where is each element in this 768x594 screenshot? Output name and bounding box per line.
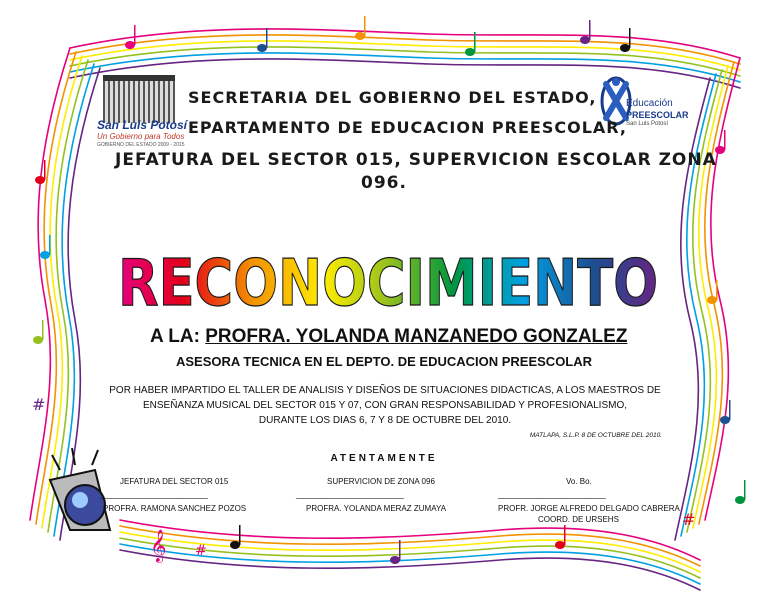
header-line-2: EPARTAMENTO DE EDUCACION PREESCOLAR, bbox=[188, 118, 627, 137]
left-staff bbox=[30, 48, 100, 540]
place-date: MATLAPA, S.L.P. 8 DE OCTUBRE DEL 2010. bbox=[529, 432, 662, 439]
logo-left-subtitle: Un Gobierno para Todos bbox=[97, 132, 185, 141]
signature-3-extra: COORD. DE URSEHS bbox=[538, 515, 619, 524]
signature-3-title: Vo. Bo. bbox=[566, 477, 592, 486]
header-line-1: SECRETARIA DEL GOBIERNO DEL ESTADO, bbox=[188, 88, 597, 107]
recipient-role: ASESORA TECNICA EN EL DEPTO. DE EDUCACION PREESCOLAR bbox=[175, 354, 593, 369]
san-luis-potosi-logo bbox=[97, 75, 188, 150]
logo-left-small: GOBIERNO DEL ESTADO 2009 - 2015 bbox=[97, 142, 185, 148]
bottom-staff bbox=[120, 520, 700, 590]
svg-text:#: # bbox=[682, 510, 696, 529]
signature-1-name: PROFRA. RAMONA SANCHEZ POZOS bbox=[103, 504, 247, 513]
logo-right-line3: San Luis Potosí bbox=[626, 121, 669, 127]
government-building-icon bbox=[103, 75, 175, 123]
header-line-3: JEFATURA DEL SECTOR 015, SUPERVICION ESCOLAR ZONA bbox=[115, 150, 717, 170]
closing-atentamente: ATENTAMENTE bbox=[330, 453, 438, 464]
logo-right-line2: PREESCOLAR bbox=[626, 110, 689, 120]
body-line-2: ENSEÑANZA MUSICAL DEL SECTOR 015 Y 07, CON GRAN RESPONSABILIDAD Y PROFESIONALISMO, bbox=[142, 400, 628, 411]
signature-2-title: SUPERVICION DE ZONA 096 bbox=[327, 477, 435, 486]
title-graphic: RECONOCIMIENTO bbox=[118, 247, 658, 321]
body-line-3: DURANTE LOS DIAS 6, 7 Y 8 DE OCTUBRE DEL 2010. bbox=[258, 415, 512, 426]
body-line-1: POR HABER IMPARTIDO EL TALLER DE ANALISIS Y DISEÑOS DE SITUACIONES DIDACTICAS, A LOS MAESTROS DE bbox=[109, 385, 661, 396]
signature-3-name: PROFR. JORGE ALFREDO DELGADO CABRERA bbox=[498, 504, 680, 513]
recipient-prefix: A LA: bbox=[150, 326, 200, 347]
svg-text:𝄞: 𝄞 bbox=[150, 529, 167, 562]
header-line-4: 096. bbox=[361, 173, 407, 193]
signature-1-line: _______________________________ bbox=[100, 490, 207, 499]
signature-3-line: _______________________________ bbox=[498, 490, 605, 499]
logo-right-line1: Educación bbox=[626, 98, 673, 109]
svg-text:#: # bbox=[32, 395, 46, 414]
recipient-name: PROFRA. YOLANDA MANZANEDO GONZALEZ bbox=[205, 326, 628, 347]
signature-2-name: PROFRA. YOLANDA MERAZ ZUMAYA bbox=[306, 504, 447, 513]
signature-2-line: _______________________________ bbox=[296, 490, 403, 499]
recipient-line bbox=[150, 326, 627, 348]
certificate-body bbox=[105, 383, 665, 428]
signature-1-title: JEFATURA DEL SECTOR 015 bbox=[120, 477, 229, 486]
svg-text:#: # bbox=[195, 543, 207, 559]
logo-left-title: San Luis Potosí bbox=[97, 118, 188, 132]
